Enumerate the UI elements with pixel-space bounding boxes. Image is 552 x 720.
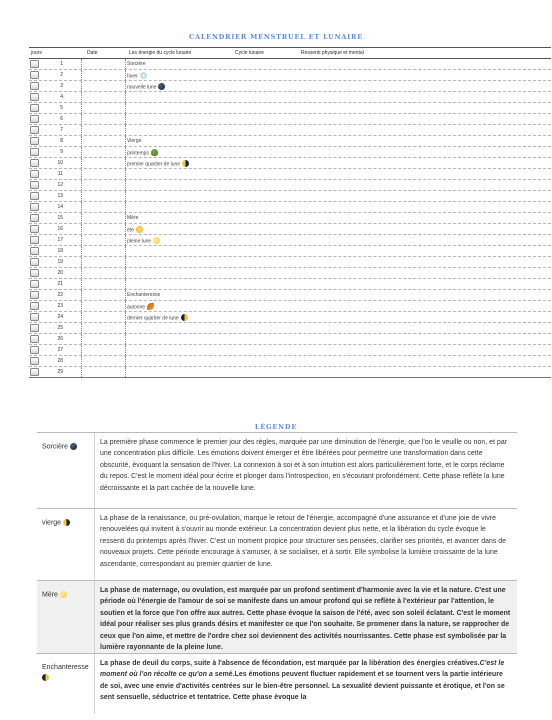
column-divider [125, 257, 126, 267]
column-divider [125, 279, 126, 289]
last-quarter-moon-icon [181, 314, 188, 321]
column-divider [81, 158, 82, 168]
day-number: 28 [57, 358, 63, 364]
day-checkbox[interactable] [30, 82, 39, 90]
calendar-row [29, 202, 551, 213]
column-divider [81, 59, 82, 69]
legend-text-italic: C'est le moment où l'on récolte ce qu'on a [100, 660, 505, 679]
header-cycle: Cycle lunaire [235, 50, 264, 56]
calendar-row [29, 213, 551, 224]
day-number: 8 [60, 138, 63, 144]
legend-title: LÉGENDE [254, 423, 298, 431]
cycle-energy-cell [127, 160, 189, 168]
column-divider [125, 125, 126, 135]
day-number: 4 [60, 94, 63, 100]
day-checkbox[interactable] [30, 335, 39, 343]
column-divider [125, 268, 126, 278]
legend-row-sorciere [37, 433, 517, 509]
day-number: 3 [60, 83, 63, 89]
day-number: 17 [57, 237, 63, 243]
cycle-energy-text: premier quartier de lune [127, 161, 181, 168]
day-number: 22 [57, 292, 63, 298]
day-checkbox[interactable] [30, 148, 39, 156]
column-divider [125, 103, 126, 113]
calendar-row [29, 158, 551, 169]
day-number: 15 [57, 215, 63, 221]
cycle-energy-text: Enchanteresse [127, 292, 161, 298]
legend-description: La phase de la renaissance, ou pré-ovulation, marque le retour de l'énergie, accompagné d'une assurance et d'une joie de vivre renouvelées qui invitent à s'ouvrir au monde extérieur. La concentration devient plus nette, et la libération du cycle évoque le ressenti du printemps après l'hiver. C'est un moment propice pour structurer ses pensées, clarifier ses priorités, et avancer dans de nouveaux projets. Cette période encourage à s'amuser, à se socialiser, et à sortir. Elle symbolise la lumière croissante de la lune ascendante, correspondant au premier quartier de lune. [100, 515, 507, 568]
column-divider [125, 92, 126, 102]
day-number: 5 [60, 105, 63, 111]
legend-row-enchanteresse [37, 654, 517, 714]
column-divider [125, 345, 126, 355]
column-divider [125, 224, 126, 234]
header-jours: jours [31, 50, 42, 56]
day-number: 20 [57, 270, 63, 276]
column-divider [81, 268, 82, 278]
day-number: 13 [57, 193, 63, 199]
full-moon-icon [60, 591, 67, 598]
column-divider [81, 301, 82, 311]
new-moon-icon [70, 443, 77, 450]
cycle-energy-text: printemps [127, 150, 149, 157]
calendar-row [29, 81, 551, 92]
day-number: 23 [57, 303, 63, 309]
column-divider [81, 81, 82, 91]
cycle-energy-cell [127, 314, 188, 322]
day-number: 1 [60, 61, 63, 67]
cycle-energy-text: dernier quartier de lune [127, 315, 179, 322]
day-checkbox[interactable] [30, 269, 39, 277]
column-divider [125, 301, 126, 311]
day-checkbox[interactable] [30, 71, 39, 79]
day-checkbox[interactable] [30, 170, 39, 178]
calendar-row [29, 191, 551, 202]
column-divider [81, 246, 82, 256]
cycle-energy-text: autonne [127, 304, 146, 311]
calendar-row [29, 323, 551, 334]
column-divider [81, 257, 82, 267]
calendar-row [29, 147, 551, 158]
cycle-energy-cell [127, 138, 141, 144]
calendar-row [29, 290, 551, 301]
column-divider [81, 224, 82, 234]
column-divider [125, 169, 126, 179]
column-divider [81, 323, 82, 333]
calendar-row [29, 268, 551, 279]
day-checkbox[interactable] [30, 368, 39, 376]
column-divider [81, 279, 82, 289]
column-divider [125, 246, 126, 256]
column-divider [125, 367, 126, 377]
day-checkbox[interactable] [30, 137, 39, 145]
column-divider [81, 367, 82, 377]
column-divider [125, 158, 126, 168]
day-checkbox[interactable] [30, 302, 39, 310]
day-checkbox[interactable] [30, 236, 39, 244]
column-divider [81, 136, 82, 146]
column-divider [125, 334, 126, 344]
calendar-row [29, 356, 551, 367]
calendar-header [29, 48, 551, 59]
column-divider [81, 70, 82, 80]
day-checkbox[interactable] [30, 192, 39, 200]
column-divider [81, 235, 82, 245]
sun-icon [136, 226, 143, 233]
day-number: 16 [57, 226, 63, 232]
first-quarter-moon-icon [182, 160, 189, 167]
day-number: 24 [57, 314, 63, 320]
day-number: 26 [57, 336, 63, 342]
day-number: 29 [57, 369, 63, 375]
column-divider [125, 81, 126, 91]
calendar-row [29, 114, 551, 125]
cycle-energy-cell [127, 61, 146, 67]
full-moon-icon [153, 237, 160, 244]
column-divider [81, 147, 82, 157]
day-number: 18 [57, 248, 63, 254]
day-checkbox[interactable] [30, 258, 39, 266]
header-ressenti: Ressenti physique et mental [301, 50, 364, 56]
legend-name: Mère [42, 591, 58, 599]
day-checkbox[interactable] [30, 225, 39, 233]
cycle-energy-cell [127, 149, 158, 157]
cycle-energy-cell [127, 292, 160, 298]
legend-name: vierge [42, 519, 62, 527]
column-divider [81, 191, 82, 201]
calendar-row [29, 301, 551, 312]
calendar-row [29, 224, 551, 235]
legend-text-end: semé.Les émotions peuvent fluctuer rapidement et se tournent vers la partie intérieure de soi, avec une envie d'activités centrées sur le bien-être personnel. La sexualité devient puissante et érotique, et l'on se sent sensuelle, séductrice et tentatrice. Cette phase évoque la [100, 671, 505, 702]
header-energie: Les énergie du cycle lunaire [129, 50, 192, 56]
cycle-energy-cell [127, 303, 154, 311]
tree-icon [151, 149, 158, 156]
cycle-energy-cell [127, 237, 160, 245]
column-divider [125, 180, 126, 190]
day-number: 27 [57, 347, 63, 353]
autumn-leaf-icon [147, 303, 154, 310]
legend-name-cell [37, 654, 95, 714]
day-checkbox[interactable] [30, 247, 39, 255]
column-divider [125, 136, 126, 146]
cycle-energy-text: Sorcière [127, 61, 146, 67]
day-checkbox[interactable] [30, 126, 39, 134]
calendar-row [29, 136, 551, 147]
legend-name-cell [37, 581, 95, 653]
day-number: 2 [60, 72, 63, 78]
day-number: 19 [57, 259, 63, 265]
legend-row-vierge [37, 509, 517, 581]
column-divider [125, 356, 126, 366]
legend-name-cell [37, 433, 95, 508]
calendar-table [29, 47, 551, 378]
cycle-energy-text: pleine lune [127, 238, 152, 245]
calendar-row [29, 103, 551, 114]
column-divider [81, 312, 82, 322]
calendar-row [29, 345, 551, 356]
column-divider [81, 169, 82, 179]
day-number: 21 [57, 281, 63, 287]
column-divider [81, 125, 82, 135]
day-number: 25 [57, 325, 63, 331]
day-number: 11 [57, 171, 63, 177]
day-number: 9 [60, 149, 63, 155]
day-checkbox[interactable] [30, 214, 39, 222]
column-divider [81, 345, 82, 355]
cycle-energy-cell [127, 72, 147, 80]
day-number: 10 [57, 160, 63, 166]
calendar-row [29, 312, 551, 323]
calendar-row [29, 92, 551, 103]
new-moon-icon [158, 83, 165, 90]
calendar-row [29, 169, 551, 180]
column-divider [81, 114, 82, 124]
cycle-energy-text: Vierge [127, 138, 142, 144]
calendar-row [29, 180, 551, 191]
day-checkbox[interactable] [30, 159, 39, 167]
legend-name: Sorcière [42, 443, 69, 451]
day-checkbox[interactable] [30, 291, 39, 299]
calendar-row [29, 367, 551, 377]
day-number: 12 [57, 182, 63, 188]
legend-description: La phase de maternage, ou ovulation, est marquée par un profond sentiment d'harmonie avec la vie et la nature. C'est une période où l'énergie de l'amour de soi se manifeste dans un amour profond qui se reflète à l'extérieur par l'attention, le soutien et la force que l'on offre aux autres. Cette phase évoque la saison de l'été, avec son soleil éclatant. C'est le moment idéal pour réaliser ses plus grands désirs et manifester ce que l'on souhaite. Se promener dans la nature, se rapprocher de ceux que l'on aime, et mettre de l'ordre chez soi deviennent des activités nourrissantes. Cette phase est symbolisée par la lumière rayonnante de la pleine lune. [100, 587, 511, 652]
day-checkbox[interactable] [30, 115, 39, 123]
column-divider [81, 213, 82, 223]
cycle-energy-text: hiver [127, 73, 138, 80]
legend-name-cell [37, 509, 95, 580]
column-divider [81, 202, 82, 212]
day-checkbox[interactable] [30, 346, 39, 354]
column-divider [81, 180, 82, 190]
legend-name: Enchanteresse [42, 664, 89, 671]
last-quarter-moon-icon [42, 674, 49, 681]
column-divider [125, 312, 126, 322]
day-number: 6 [60, 116, 63, 122]
day-checkbox[interactable] [30, 60, 39, 68]
cycle-energy-cell [127, 215, 138, 221]
calendar-row [29, 235, 551, 246]
column-divider [125, 323, 126, 333]
column-divider [125, 213, 126, 223]
snowflake-icon [140, 72, 147, 79]
legend-description [95, 654, 517, 714]
day-checkbox[interactable] [30, 203, 39, 211]
calendar-row [29, 59, 551, 70]
cycle-energy-text: Mère [127, 215, 139, 221]
column-divider [125, 114, 126, 124]
header-date: Date [87, 50, 98, 56]
day-checkbox[interactable] [30, 93, 39, 101]
column-divider [125, 191, 126, 201]
day-checkbox[interactable] [30, 324, 39, 332]
column-divider [81, 334, 82, 344]
column-divider [125, 147, 126, 157]
page-title: CALENDRIER MENSTRUEL ET LUNAIRE [189, 33, 363, 41]
column-divider [125, 202, 126, 212]
cycle-energy-cell [127, 226, 143, 234]
column-divider [125, 59, 126, 69]
column-divider [81, 103, 82, 113]
day-number: 14 [57, 204, 63, 210]
first-quarter-moon-icon [63, 519, 70, 526]
column-divider [81, 356, 82, 366]
day-checkbox[interactable] [30, 313, 39, 321]
cycle-energy-text: été [127, 227, 134, 234]
day-checkbox[interactable] [30, 181, 39, 189]
legend-table [37, 432, 517, 714]
column-divider [81, 92, 82, 102]
calendar-row [29, 246, 551, 257]
column-divider [125, 70, 126, 80]
column-divider [125, 235, 126, 245]
column-divider [81, 290, 82, 300]
calendar-row [29, 70, 551, 81]
cycle-energy-text: nouvelle lune [127, 84, 157, 91]
calendar-row [29, 257, 551, 268]
day-checkbox[interactable] [30, 280, 39, 288]
column-divider [125, 290, 126, 300]
day-checkbox[interactable] [30, 357, 39, 365]
cycle-energy-cell [127, 83, 165, 91]
legend-row-mere [37, 581, 517, 654]
day-checkbox[interactable] [30, 104, 39, 112]
calendar-row [29, 125, 551, 136]
legend-text-start: La phase de deuil du corps, suite à l'absence de fécondation, est marquée par la libération des énergies créatives. [100, 660, 480, 667]
day-number: 7 [60, 127, 63, 133]
calendar-row [29, 279, 551, 290]
legend-description: La première phase commence le premier jour des règles, marquée par une diminution de l'énergie, que l'on le veuille ou non, et par une concentration plus difficile. Les émotions doivent émerger et être libérées pour permettre une transformation dans cette obscurité, évoquant la sensation de l'hiver. La connexion à soi et à son intuition est alors particulièrement forte, et le corps réclame du repos. C'est le moment idéal pour écrire et plonger dans l'introspection, en s'écoutant profondément. Cette phase reflète la lune décroissante et la part cachée de la nouvelle lune. [100, 439, 508, 492]
calendar-row [29, 334, 551, 345]
